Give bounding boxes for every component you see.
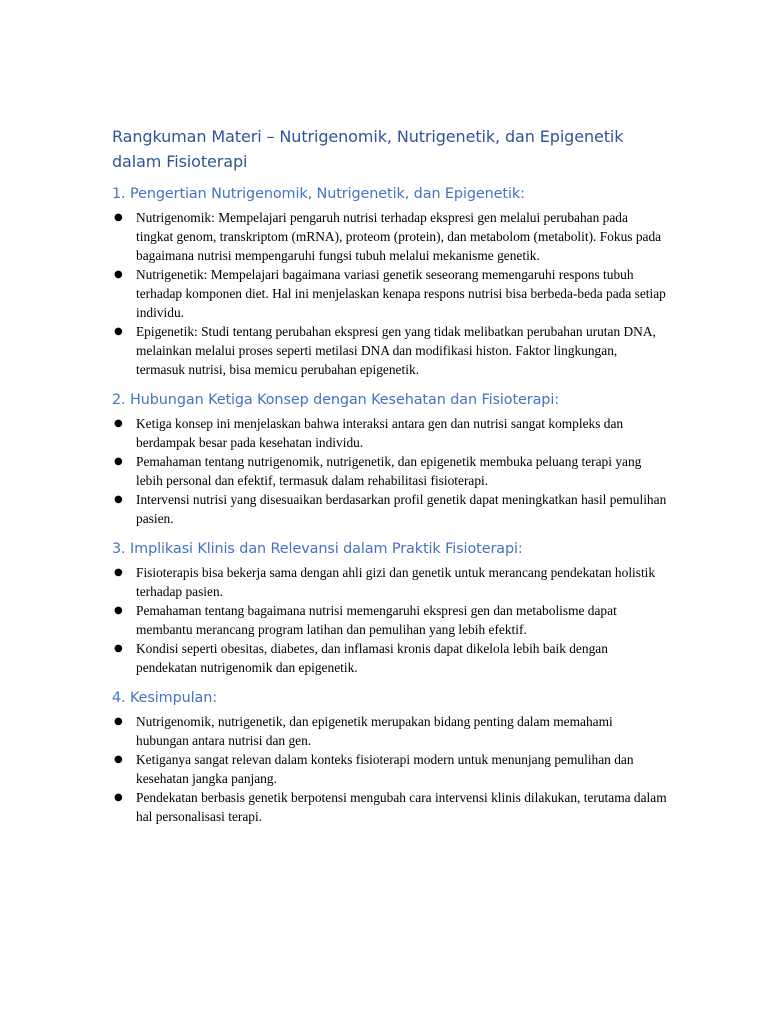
list-item-text: Fisioterapis bisa bekerja sama dengan ahli gizi dan genetik untuk merancang pendekatan holistik terhadap pasien.: [136, 565, 656, 599]
section-heading: 4. Kesimpulan:: [112, 690, 218, 706]
bullet-list: [112, 712, 668, 826]
bullet-list: [112, 414, 668, 528]
document-title: Rangkuman Materi – Nutrigenomik, Nutrigenetik, dan Epigenetik dalam Fisioterapi: [112, 127, 624, 171]
list-item-text: Epigenetik: Studi tentang perubahan ekspresi gen yang tidak melibatkan perubahan urutan DNA, melainkan melalui proses seperti metilasi DNA dan modifikasi histon. Faktor lingkungan, termasuk nutrisi, bisa memicu perubahan epigenetik.: [136, 324, 656, 377]
list-item-text: Pemahaman tentang nutrigenomik, nutrigenetik, dan epigenetik membuka peluang terapi yang lebih personal dan efektif, termasuk dalam rehabilitasi fisioterapi.: [136, 454, 642, 488]
list-item: [112, 639, 668, 677]
section-clinical-implications: [112, 539, 668, 677]
list-item: [112, 265, 668, 322]
list-item: [112, 208, 668, 265]
list-item-text: Nutrigenomik: Mempelajari pengaruh nutrisi terhadap ekspresi gen melalui perubahan pada tingkat genom, transkriptom (mRNA), proteom (protein), dan metabolom (metabolit). Fokus pada bagaimana nutrisi mempengaruhi fungsi tubuh melalui mekanisme genetik.: [136, 210, 662, 263]
list-item-text: Pemahaman tentang bagaimana nutrisi memengaruhi ekspresi gen dan metabolisme dapat membantu merancang program latihan dan pemulihan yang lebih efektif.: [136, 603, 617, 637]
list-item-text: Ketiga konsep ini menjelaskan bahwa interaksi antara gen dan nutrisi sangat kompleks dan berdampak besar pada kesehatan individu.: [136, 416, 624, 450]
list-item-text: Ketiganya sangat relevan dalam konteks fisioterapi modern untuk menunjang pemulihan dan kesehatan jangka panjang.: [136, 752, 634, 786]
list-item-text: Kondisi seperti obesitas, diabetes, dan inflamasi kronis dapat dikelola lebih baik dengan pendekatan nutrigenomik dan epigenetik.: [136, 641, 608, 675]
list-item: [112, 414, 668, 452]
list-item: [112, 563, 668, 601]
bullet-icon: ●: [114, 494, 123, 505]
bullet-icon: ●: [114, 269, 123, 280]
bullet-icon: ●: [114, 605, 123, 616]
section-conclusion: [112, 688, 668, 826]
list-item: [112, 490, 668, 528]
bullet-icon: ●: [114, 643, 123, 654]
list-item-text: Nutrigenomik, nutrigenetik, dan epigenetik merupakan bidang penting dalam memahami hubungan antara nutrisi dan gen.: [136, 714, 613, 748]
list-item-text: Pendekatan berbasis genetik berpotensi mengubah cara intervensi klinis dilakukan, terutama dalam hal personalisasi terapi.: [136, 790, 667, 824]
section-heading: 2. Hubungan Ketiga Konsep dengan Kesehatan dan Fisioterapi:: [112, 392, 559, 408]
bullet-icon: ●: [114, 418, 123, 429]
bullet-icon: ●: [114, 754, 123, 765]
bullet-icon: ●: [114, 456, 123, 467]
bullet-list: [112, 563, 668, 677]
section-heading: 3. Implikasi Klinis dan Relevansi dalam Praktik Fisioterapi:: [112, 541, 523, 557]
list-item: [112, 601, 668, 639]
list-item: [112, 788, 668, 826]
bullet-icon: ●: [114, 212, 123, 223]
list-item: [112, 712, 668, 750]
bullet-list: [112, 208, 668, 379]
list-item: [112, 452, 668, 490]
list-item-text: Nutrigenetik: Mempelajari bagaimana variasi genetik seseorang memengaruhi respons tubuh terhadap komponen diet. Hal ini menjelaskan kenapa respons nutrisi bisa berbeda-beda pada setiap individu.: [136, 267, 666, 320]
bullet-icon: ●: [114, 567, 123, 578]
bullet-icon: ●: [114, 326, 123, 337]
section-heading: 1. Pengertian Nutrigenomik, Nutrigenetik, dan Epigenetik:: [112, 186, 525, 202]
list-item: [112, 750, 668, 788]
bullet-icon: ●: [114, 716, 123, 727]
bullet-icon: ●: [114, 792, 123, 803]
section-relationship: [112, 390, 668, 528]
list-item-text: Intervensi nutrisi yang disesuaikan berdasarkan profil genetik dapat meningkatkan hasil pemulihan pasien.: [136, 492, 667, 526]
list-item: [112, 322, 668, 379]
section-definitions: [112, 184, 668, 379]
